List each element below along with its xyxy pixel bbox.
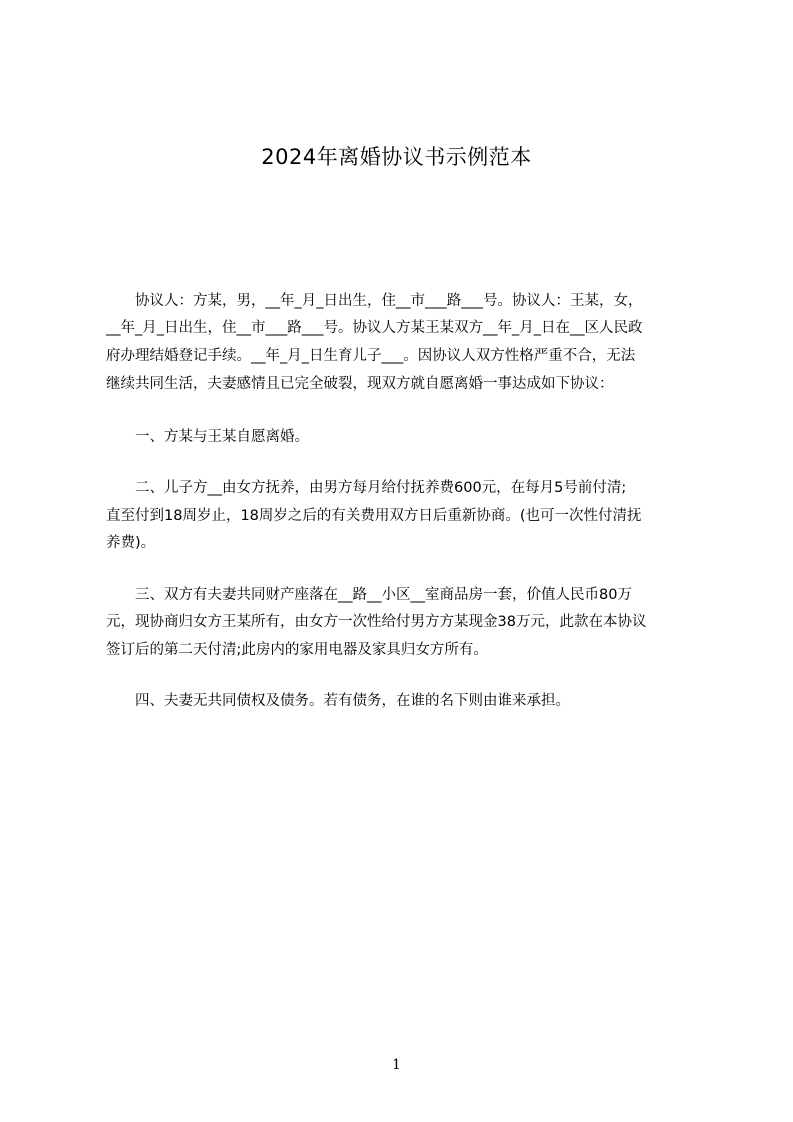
paragraph-line: 府办理结婚登记手续。__年_月_日生育儿子___。因协议人双方性格严重不合，无法	[106, 348, 636, 364]
paragraph-line: __年_月_日出生，住__市___路___号。协议人方某王某双方__年_月_日在__区人民政	[106, 320, 643, 336]
paragraph-line: 直至付到18周岁止，18周岁之后的有关费用双方日后重新协商。(也可一次性付清抚	[106, 508, 642, 524]
paragraph-line: 元，现协商归女方王某所有，由女方一次性给付男方方某现金38万元，此款在本协议	[106, 614, 647, 630]
paragraph-line: 继续共同生活，夫妻感情且已完全破裂，现双方就自愿离婚一事达成如下协议：	[106, 376, 614, 392]
paragraph-line: 签订后的第二天付清;此房内的家用电器及家具归女方所有。	[106, 642, 488, 658]
page-number: 1	[392, 1057, 401, 1073]
paragraph-line: 三、双方有夫妻共同财产座落在__路__小区__室商品房一套，价值人民币80万	[106, 587, 632, 603]
paragraph-line: 二、儿子方__由女方抚养，由男方每月给付抚养费600元，在每月5号前付清;	[106, 480, 627, 496]
paragraph-line: 四、夫妻无共同债权及债务。若有债务，在谁的名下则由谁来承担。	[106, 693, 570, 709]
document-title: 2024年离婚协议书示例范本	[261, 145, 532, 169]
paragraph-line: 协议人：方某，男，__年_月_日出生，住__市___路___号。协议人：王某，女，	[106, 293, 643, 309]
paragraph-line: 一、方某与王某自愿离婚。	[106, 429, 309, 445]
paragraph-line: 养费)。	[106, 535, 156, 551]
